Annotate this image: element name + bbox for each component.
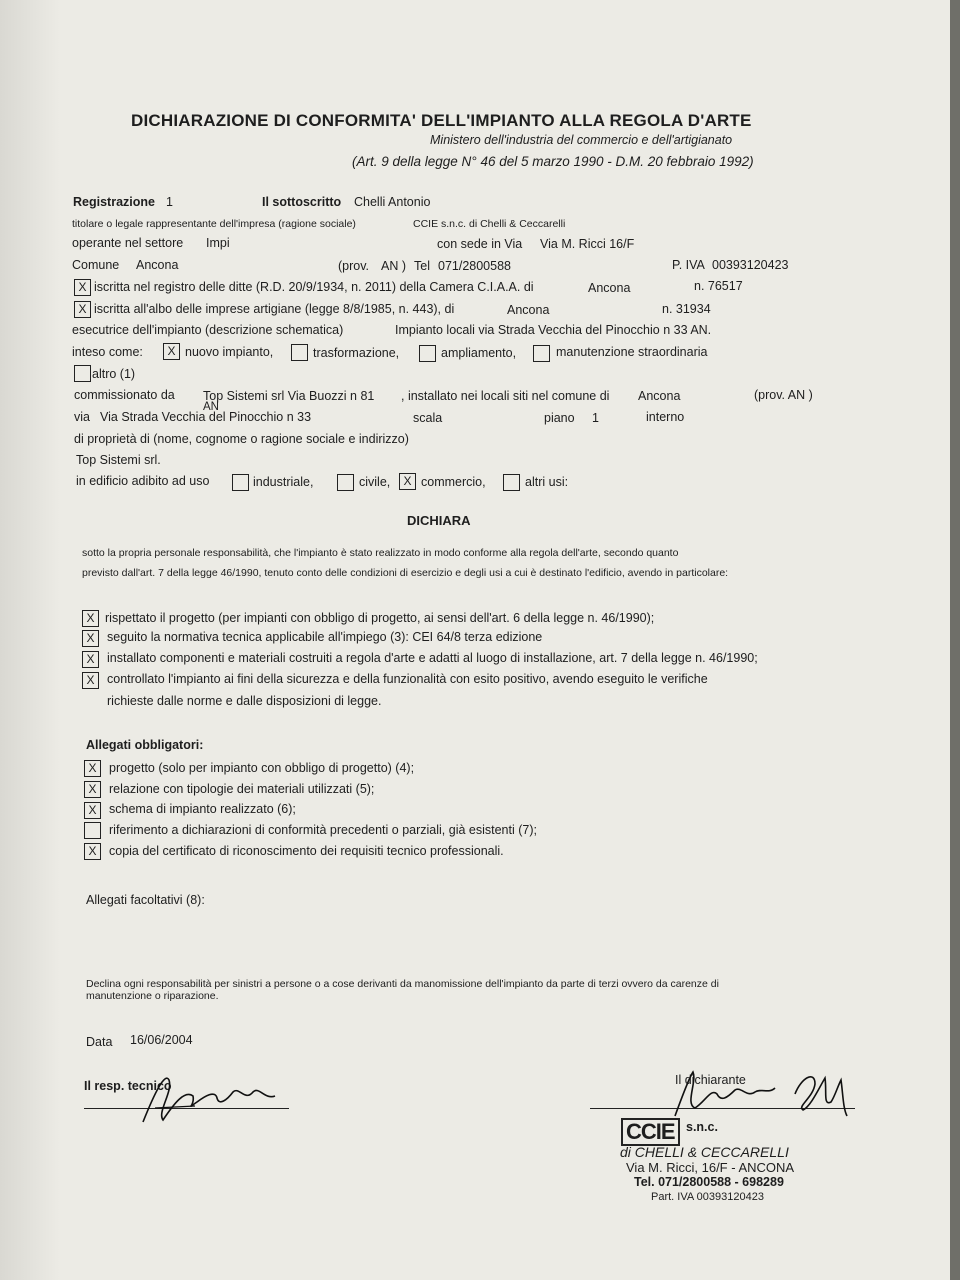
allegato-item-3: schema di impianto realizzato (6);: [109, 802, 296, 816]
proprieta-label: di proprietà di (nome, cognome o ragione sociale e indirizzo): [74, 432, 409, 446]
albo-number: n. 31934: [662, 302, 711, 316]
ampliamento-label: ampliamento,: [441, 346, 517, 360]
dichiara-intro-2: previsto dall'art. 7 della legge 46/1990, tenuto conto delle condizioni di esercizio e degli usi a cui è destinato l'edificio, avendo in particolare:: [82, 567, 729, 579]
allegato-checkbox-3[interactable]: X: [84, 802, 101, 819]
stamp-tel: Tel. 071/2800588 - 698289: [634, 1175, 784, 1189]
nuovo-impianto-checkbox[interactable]: X: [163, 343, 180, 360]
registro-city: Ancona: [588, 281, 631, 295]
installato-text: , installato nei locali siti nel comune di: [401, 389, 610, 403]
allegato-item-4: riferimento a dichiarazioni di conformità precedenti o parziali, già esistenti (7);: [109, 823, 537, 837]
allegati-facoltativi: Allegati facoltativi (8):: [86, 893, 205, 907]
piano-value: 1: [592, 411, 599, 425]
albo-checkbox[interactable]: X: [74, 301, 91, 318]
law-reference: (Art. 9 della legge N° 46 del 5 marzo 1990 - D.M. 20 febbraio 1992): [352, 154, 754, 169]
tel-label: Tel: [414, 259, 430, 273]
sede-value: Via M. Ricci 16/F: [540, 237, 635, 251]
altri-usi-checkbox[interactable]: [503, 474, 520, 491]
registro-text: iscritta nel registro delle ditte (R.D. 20/9/1934, n. 2011) della Camera C.I.A.A. di: [94, 280, 534, 294]
registro-number: n. 76517: [694, 279, 743, 293]
industriale-label: industriale,: [253, 475, 314, 489]
commercio-label: commercio,: [421, 475, 486, 489]
stamp-piva: Part. IVA 00393120423: [651, 1191, 764, 1203]
piva-label: P. IVA: [672, 258, 705, 272]
interno-label: interno: [646, 410, 685, 424]
stamp-snc: s.n.c.: [686, 1120, 718, 1134]
installato-prov: (prov. AN ): [754, 388, 813, 402]
civile-label: civile,: [359, 475, 391, 489]
dichiara-checkbox-3[interactable]: X: [82, 651, 99, 668]
dichiara-item-1: rispettato il progetto (per impianti con obbligo di progetto, ai sensi dell'art. 6 della legge n. 46/1990);: [105, 611, 655, 625]
piva-value: 00393120423: [712, 258, 789, 272]
ampliamento-checkbox[interactable]: [419, 345, 436, 362]
document-title: DICHIARAZIONE DI CONFORMITA' DELL'IMPIANTO ALLA REGOLA D'ARTE: [131, 111, 752, 130]
via-overprint: AN: [203, 401, 219, 413]
resp-tecnico-signature: [135, 1062, 295, 1134]
comune-label: Comune: [72, 258, 120, 272]
sede-label: con sede in Via: [437, 237, 523, 251]
prov-label: (prov.: [338, 259, 370, 273]
sottoscritto-value: Chelli Antonio: [354, 195, 431, 209]
commissionato-label: commissionato da: [74, 388, 175, 402]
scala-label: scala: [413, 411, 443, 425]
prov-value: AN ): [381, 259, 406, 273]
data-value: 16/06/2004: [130, 1033, 193, 1047]
allegato-item-1: progetto (solo per impianto con obbligo di progetto) (4);: [109, 761, 415, 775]
allegato-checkbox-5[interactable]: X: [84, 843, 101, 860]
altro-checkbox[interactable]: [74, 365, 91, 382]
dichiara-item-2: seguito la normativa tecnica applicabile all'impiego (3): CEI 64/8 terza edizione: [107, 630, 543, 644]
comune-value: Ancona: [136, 258, 179, 272]
declina-line-2: manutenzione o riparazione.: [86, 990, 219, 1002]
edificio-label: in edificio adibito ad uso: [76, 474, 210, 488]
titolare-label: titolare o legale rappresentante dell'impresa (ragione sociale): [72, 218, 356, 230]
allegato-checkbox-4[interactable]: [84, 822, 101, 839]
resp-tecnico-label: Il resp. tecnico: [84, 1079, 172, 1093]
allegato-checkbox-1[interactable]: X: [84, 760, 101, 777]
albo-city: Ancona: [507, 303, 550, 317]
via-label: via: [74, 410, 90, 424]
sottoscritto-label: Il sottoscritto: [262, 195, 342, 209]
registrazione-label: Registrazione: [73, 195, 155, 209]
inteso-label: inteso come:: [72, 345, 143, 359]
declina-line-1: Declina ogni responsabilità per sinistri a persone o a cose derivanti da manomissione dell'impianto da parte di terzi ovvero da carenze di: [86, 978, 719, 990]
allegato-item-5: copia del certificato di riconoscimento dei requisiti tecnico professionali.: [109, 844, 504, 858]
altri-usi-label: altri usi:: [525, 475, 569, 489]
via-value: Via Strada Vecchia del Pinocchio n 33: [100, 410, 312, 424]
data-label: Data: [86, 1035, 113, 1049]
allegato-checkbox-2[interactable]: X: [84, 781, 101, 798]
commercio-checkbox[interactable]: X: [399, 473, 416, 490]
dichiara-checkbox-2[interactable]: X: [82, 630, 99, 647]
commissionato-value: Top Sistemi srl Via Buozzi n 81: [203, 389, 375, 403]
stamp-names: di CHELLI & CECCARELLI: [620, 1144, 789, 1160]
trasformazione-checkbox[interactable]: [291, 344, 308, 361]
piano-label: piano: [544, 411, 575, 425]
trasformazione-label: trasformazione,: [313, 346, 400, 360]
dichiara-checkbox-1[interactable]: X: [82, 610, 99, 627]
stamp-address: Via M. Ricci, 16/F - ANCONA: [626, 1160, 795, 1175]
allegato-item-2: relazione con tipologie dei materiali utilizzati (5);: [109, 782, 375, 796]
titolare-value: CCIE s.n.c. di Chelli & Ceccarelli: [413, 218, 566, 230]
esecutrice-label: esecutrice dell'impianto (descrizione schematica): [72, 323, 344, 337]
tel-value: 071/2800588: [438, 259, 511, 273]
ccie-logo: CCIE: [621, 1118, 680, 1146]
dichiara-intro-1: sotto la propria personale responsabilità, che l'impianto è stato realizzato in modo conforme alla regola dell'arte, secondo quanto: [82, 547, 679, 559]
ministry-line: Ministero dell'industria del commercio e dell'artigianato: [430, 133, 733, 147]
dichiara-heading: DICHIARA: [407, 513, 471, 528]
dichiara-item-3: installato componenti e materiali costruiti a regola d'arte e adatti al luogo di installazione, art. 7 della legge n. 46/1990;: [107, 651, 758, 665]
allegati-heading: Allegati obbligatori:: [86, 738, 204, 752]
proprieta-value: Top Sistemi srl.: [76, 453, 161, 467]
dichiara-checkbox-4[interactable]: X: [82, 672, 99, 689]
operante-value: Impi: [206, 236, 230, 250]
albo-text: iscritta all'albo delle imprese artigiane (legge 8/8/1985, n. 443), di: [94, 302, 455, 316]
dichiarante-signature: [665, 1058, 865, 1128]
dichiara-item-4-continued: richieste dalle norme e dalle disposizioni di legge.: [107, 694, 382, 708]
manutenzione-label: manutenzione straordinaria: [556, 345, 708, 359]
civile-checkbox[interactable]: [337, 474, 354, 491]
registrazione-value: 1: [166, 195, 173, 209]
altro-label: altro (1): [92, 367, 136, 381]
registro-checkbox[interactable]: X: [74, 279, 91, 296]
operante-label: operante nel settore: [72, 236, 184, 250]
page-binding-shadow: [0, 0, 60, 1280]
nuovo-impianto-label: nuovo impianto,: [185, 345, 274, 359]
dichiara-item-4: controllato l'impianto ai fini della sicurezza e della funzionalità con esito positivo, avendo eseguito le verifiche: [107, 672, 708, 686]
installato-city: Ancona: [638, 389, 681, 403]
industriale-checkbox[interactable]: [232, 474, 249, 491]
dichiarante-label: Il dichiarante: [675, 1073, 746, 1087]
esecutrice-value: Impianto locali via Strada Vecchia del Pinocchio n 33 AN.: [395, 323, 712, 337]
manutenzione-checkbox[interactable]: [533, 345, 550, 362]
